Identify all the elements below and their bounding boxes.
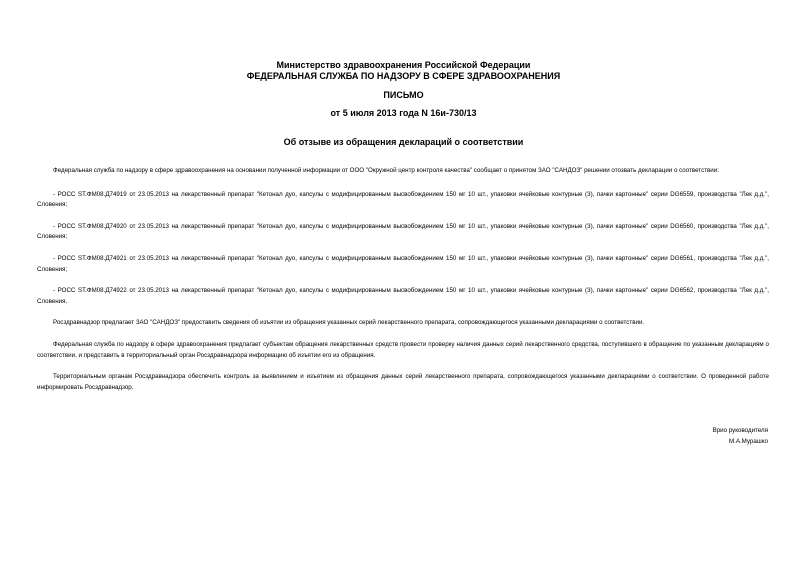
ministry-name: Министерство здравоохранения Российской Федерации <box>276 60 531 70</box>
document-type: ПИСЬМО <box>383 90 424 100</box>
service-name: ФЕДЕРАЛЬНАЯ СЛУЖБА ПО НАДЗОРУ В СФЕРЕ ЗДРАВООХРАНЕНИЯ <box>246 71 561 81</box>
paragraph-declaration-3: - РОСС ST.ФМ08.Д74921 от 23.05.2013 на лекарственный препарат "Кетонал дуо, капсулы с модифицированным высвобождением 150 мг 10 шт., упаковки ячейковые контурные (3), пачки картонные" серии DG6561, производства "Лек д.д.", Словения; <box>37 254 769 273</box>
paragraph-declaration-1: - РОСС ST.ФМ08.Д74919 от 23.05.2013 на лекарственный препарат "Кетонал дуо, капсулы с модифицированным высвобождением 150 мг 10 шт., упаковки ячейковые контурные (3), пачки картонные" серии DG6559, производства "Лек д.д.", Словения; <box>37 190 769 209</box>
paragraph-request-sandoz: Росздравнадзор предлагает ЗАО "САНДОЗ" предоставить сведения об изъятии из обращения указанных серий лекарственного препарата, сопровождающегося указанными декларациями о соответствии. <box>53 319 645 327</box>
paragraph-request-subjects: Федеральная служба по надзору в сфере здравоохранения предлагает субъектам обращения лекарственных средств провести проверку наличия данных серий лекарственного средства, поступившего в обращение по указанным декларациям о соответствии, и представить в территориальный орган Росздравнадзора информацию об изъятии его из обращения. <box>37 340 769 359</box>
paragraph-territorial-organs: Территориальным органам Росздравнадзора обеспечить контроль за выявлением и изъятием из обращения данных серий лекарственного препарата, сопровождающегося указанными декларациями о соответствии. О проведенной работе информировать Росздравнадзор. <box>37 373 769 391</box>
document-subject: Об отзыве из обращения деклараций о соответствии <box>283 137 524 147</box>
paragraph-intro: Федеральная служба по надзору в сфере здравоохранения на основании полученной информации от ООО "Окружной центр контроля качества" сообщает о принятом ЗАО "САНДОЗ" решении отозвать декларации о соответствии: <box>53 167 719 174</box>
signature-position: Врио руководителя <box>712 427 768 434</box>
signature-block <box>713 425 768 447</box>
signature-name: М.А.Мурашко <box>728 438 768 445</box>
paragraph-declaration-2: - РОСС ST.ФМ08.Д74920 от 23.05.2013 на лекарственный препарат "Кетонал дуо, капсулы с модифицированным высвобождением 150 мг 10 шт., упаковки ячейковые контурные (3), пачки картонные" серии DG6560, производства "Лек д.д.", Словения; <box>37 222 769 241</box>
paragraph-declaration-4: - РОСС ST.ФМ08.Д74922 от 23.05.2013 на лекарственный препарат "Кетонал дуо, капсулы с модифицированным высвобождением 150 мг 10 шт., упаковки ячейковые контурные (3), пачки картонные" серии DG6562, производства "Лек д.д.", Словения. <box>37 287 769 305</box>
document-body <box>37 166 769 404</box>
document-date-number: от 5 июля 2013 года N 16и-730/13 <box>330 108 477 118</box>
